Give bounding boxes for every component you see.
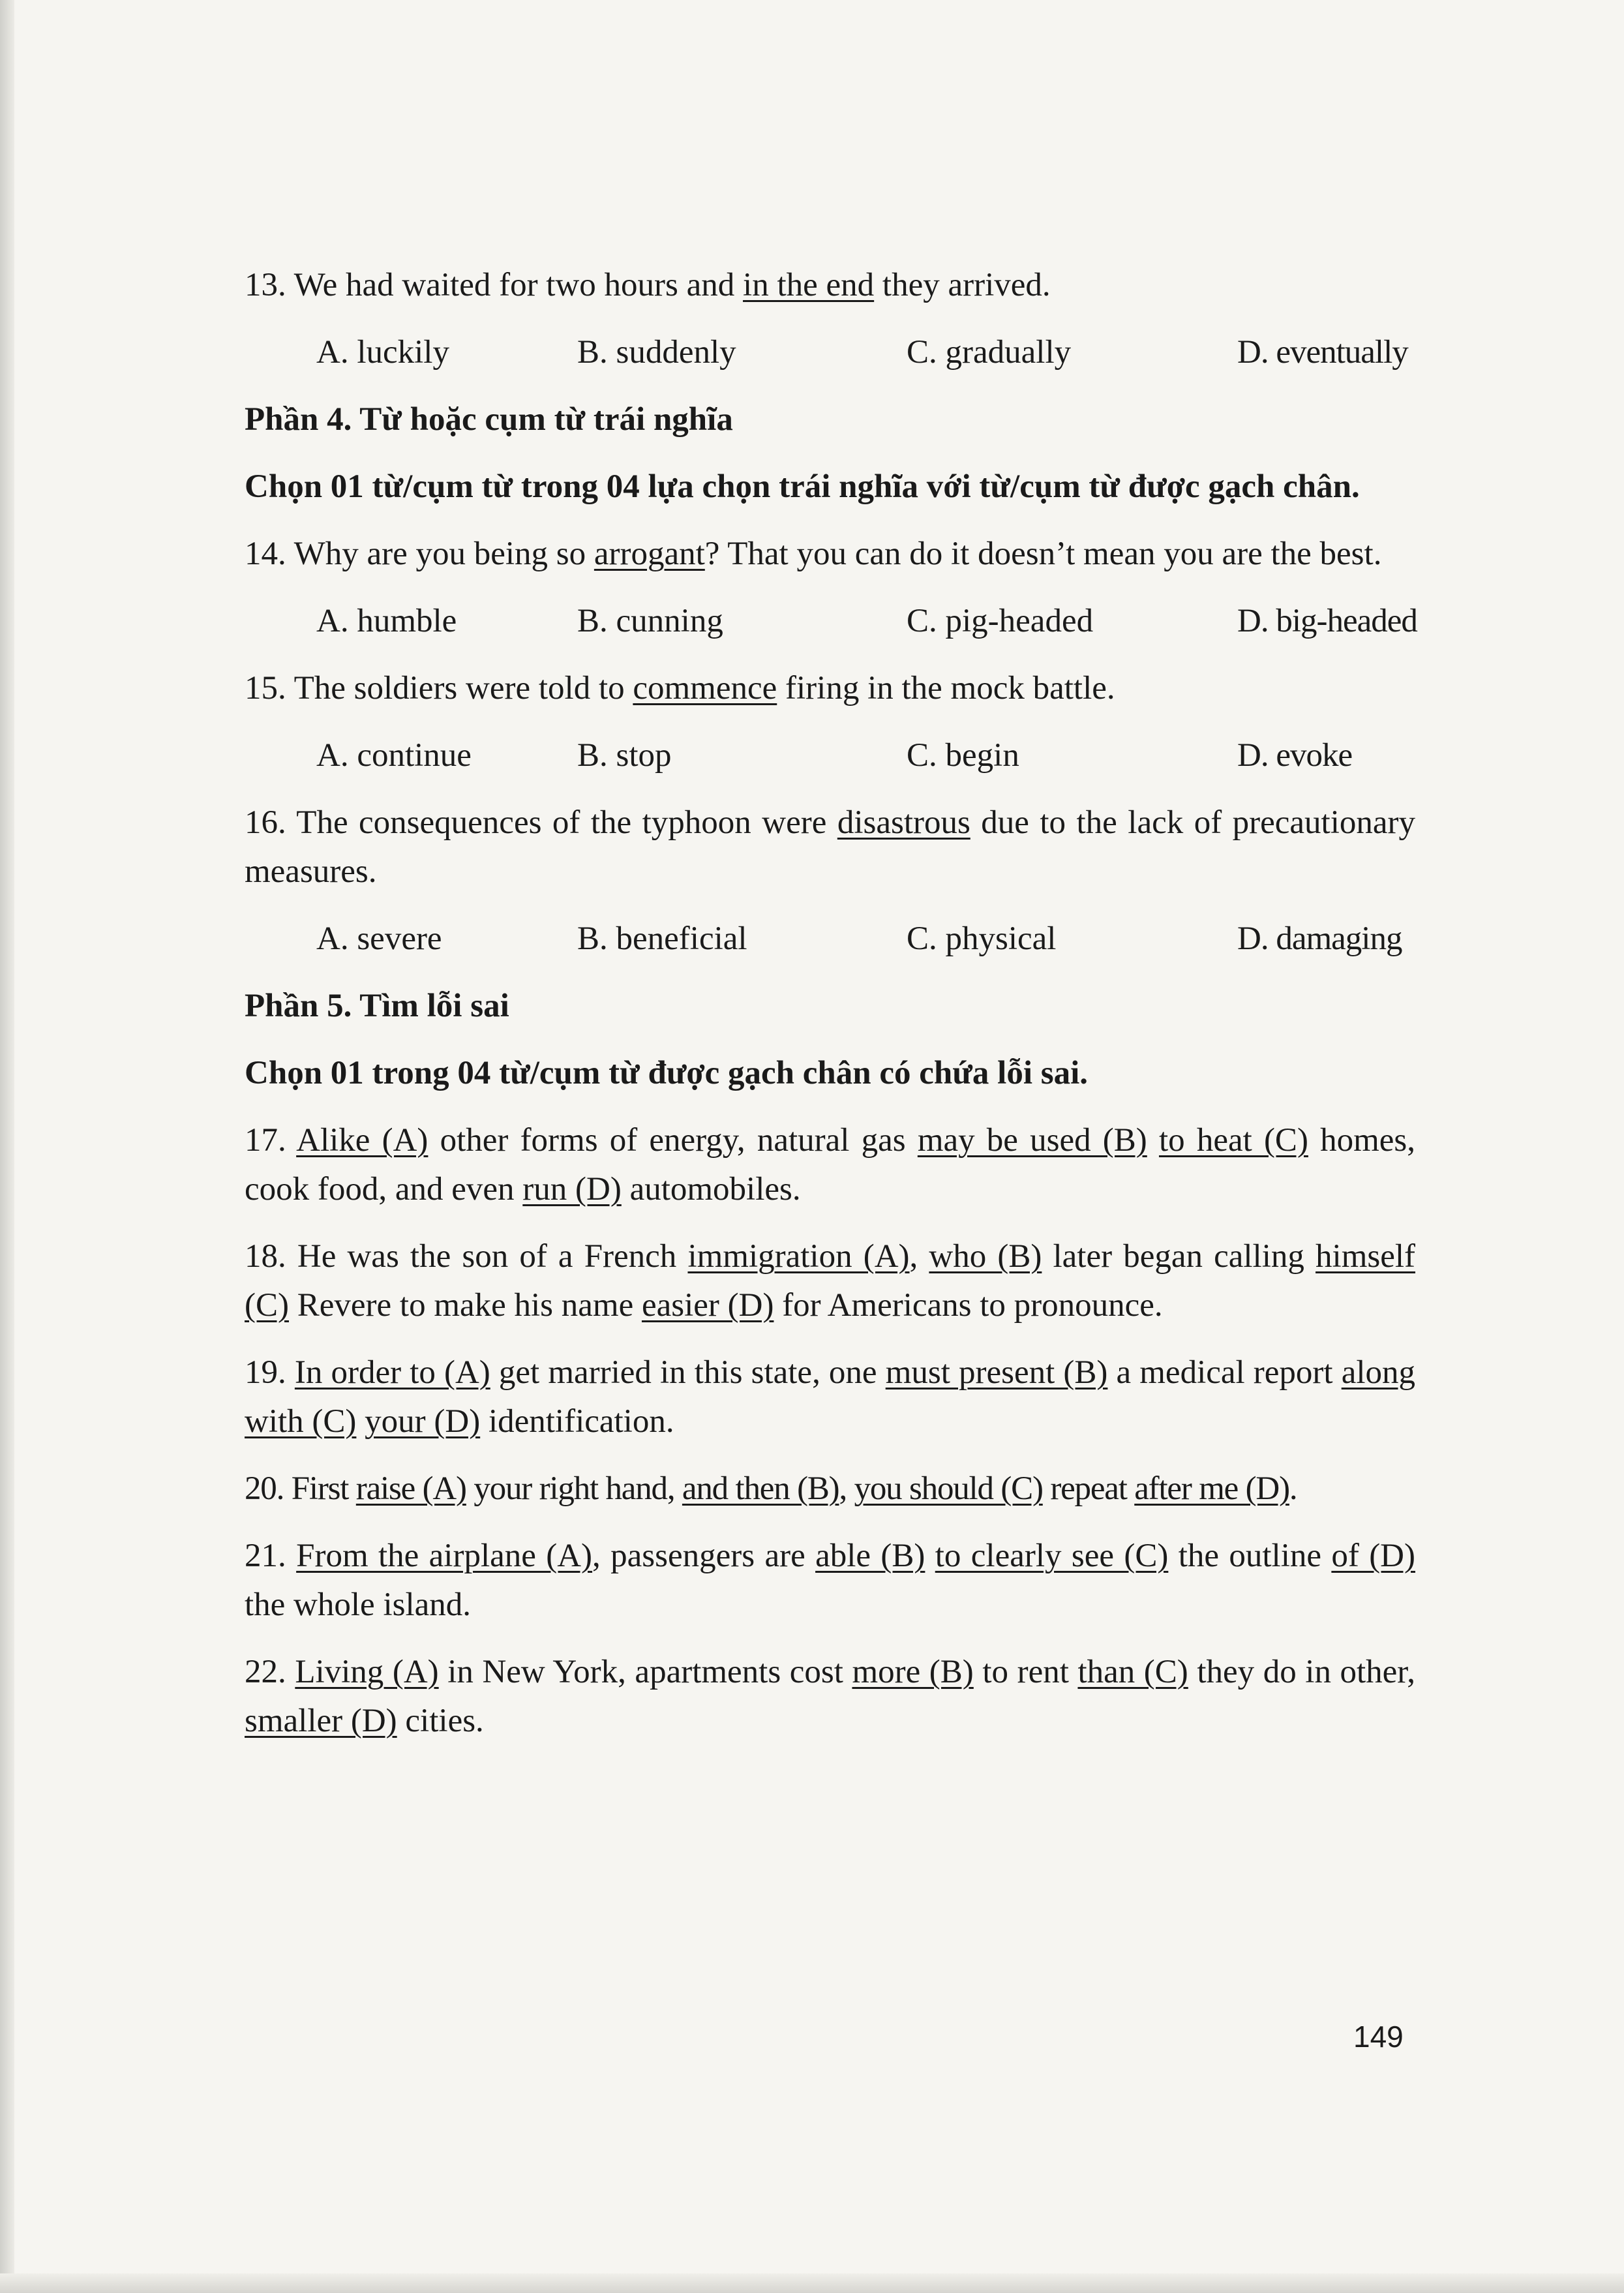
question-text: identification. bbox=[480, 1403, 674, 1440]
question-16-underlined: disastrous bbox=[837, 804, 970, 841]
underlined-part-b: who (B) bbox=[929, 1238, 1042, 1275]
underlined-part-a: raise (A) bbox=[355, 1470, 466, 1507]
question-19-number: 19. bbox=[245, 1354, 295, 1391]
option-a: A. continue bbox=[316, 737, 472, 774]
option-b: B. suddenly bbox=[577, 334, 736, 371]
underlined-part-a: immigration (A) bbox=[687, 1238, 910, 1275]
option-c: C. begin bbox=[907, 737, 1019, 774]
question-14-text-end: ? That you can do it doesn’t mean you are the best. bbox=[704, 536, 1382, 572]
question-text: get married in this state, one bbox=[490, 1354, 886, 1391]
question-13-options bbox=[245, 328, 1415, 377]
section-4-title: Phần 4. Từ hoặc cụm từ trái nghĩa bbox=[245, 401, 733, 438]
underlined-part-a: From the airplane (A) bbox=[296, 1538, 593, 1574]
question-22 bbox=[245, 1648, 1415, 1746]
section-4-instruction: Chọn 01 từ/cụm từ trong 04 lựa chọn trái nghĩa với từ/cụm từ được gạch chân. bbox=[245, 468, 1360, 505]
option-b: B. beneficial bbox=[577, 920, 747, 957]
question-17-number: 17. bbox=[245, 1122, 297, 1159]
question-text: cities. bbox=[397, 1703, 484, 1739]
question-20 bbox=[245, 1465, 1415, 1513]
underlined-part-d: easier (D) bbox=[641, 1287, 774, 1324]
underlined-part-c: to heat (C) bbox=[1158, 1122, 1308, 1159]
question-18-number: 18. He was the son of a French bbox=[245, 1238, 688, 1275]
question-text bbox=[925, 1538, 935, 1574]
section-5-title: Phần 5. Tìm lỗi sai bbox=[245, 988, 509, 1024]
question-text: the whole island. bbox=[245, 1587, 472, 1623]
underlined-part-b: able (B) bbox=[815, 1538, 925, 1574]
question-13-underlined: in the end bbox=[743, 267, 875, 303]
question-text: . bbox=[1289, 1470, 1297, 1507]
question-15-text-end: firing in the mock battle. bbox=[777, 670, 1115, 706]
question-19 bbox=[245, 1348, 1415, 1446]
question-text: they do in other, bbox=[1188, 1654, 1416, 1690]
option-d: D. big-headed bbox=[1237, 603, 1417, 639]
question-14 bbox=[245, 530, 1415, 579]
question-text: automobiles. bbox=[621, 1171, 801, 1207]
underlined-part-b: must present (B) bbox=[885, 1354, 1108, 1391]
underlined-part-d: after me (D) bbox=[1134, 1470, 1289, 1507]
scan-left-edge bbox=[0, 0, 14, 2293]
option-d: D. eventually bbox=[1237, 334, 1408, 371]
option-a: A. luckily bbox=[316, 334, 449, 371]
question-16-text: 16. The consequences of the typhoon were bbox=[245, 804, 837, 841]
underlined-part-c: along with (C) bbox=[245, 1354, 1415, 1440]
question-text: , passengers are bbox=[592, 1538, 816, 1574]
question-14-text: 14. Why are you being so bbox=[245, 536, 594, 572]
question-text: Revere to make his name bbox=[288, 1287, 642, 1324]
scan-bottom-edge bbox=[0, 2273, 1624, 2293]
underlined-part-c: you should (C) bbox=[854, 1470, 1043, 1507]
question-text: later began calling bbox=[1042, 1238, 1316, 1275]
question-15 bbox=[245, 664, 1415, 713]
question-14-options bbox=[245, 597, 1415, 646]
question-text bbox=[1147, 1122, 1159, 1159]
question-16-options bbox=[245, 915, 1415, 964]
question-text: the outline bbox=[1168, 1538, 1332, 1574]
underlined-part-b: more (B) bbox=[852, 1654, 974, 1690]
underlined-part-b: may be used (B) bbox=[917, 1122, 1147, 1159]
question-text: , bbox=[839, 1470, 854, 1507]
question-text: a medical report bbox=[1107, 1354, 1342, 1391]
underlined-part-a: In order to (A) bbox=[294, 1354, 490, 1391]
question-16 bbox=[245, 798, 1415, 896]
underlined-part-c: himself (C) bbox=[245, 1238, 1416, 1324]
option-c: C. gradually bbox=[907, 334, 1072, 371]
question-text: other forms of energy, natural gas bbox=[428, 1122, 918, 1159]
question-text: your right hand, bbox=[466, 1470, 682, 1507]
question-13 bbox=[245, 261, 1415, 310]
option-d: D. damaging bbox=[1237, 920, 1402, 957]
section-5-instruction: Chọn 01 trong 04 từ/cụm từ được gạch chân có chứa lỗi sai. bbox=[245, 1055, 1089, 1091]
underlined-part-a: Living (A) bbox=[295, 1654, 439, 1690]
question-15-text: 15. The soldiers were told to bbox=[245, 670, 633, 706]
question-21 bbox=[245, 1532, 1415, 1630]
underlined-part-d: your (D) bbox=[365, 1403, 481, 1440]
question-text: for Americans to pronounce. bbox=[774, 1287, 1163, 1324]
question-13-text-end: they arrived. bbox=[874, 267, 1051, 303]
underlined-part-b: and then (B) bbox=[682, 1470, 839, 1507]
question-20-number: 20. First bbox=[245, 1470, 356, 1507]
option-a: A. severe bbox=[316, 920, 442, 957]
option-b: B. stop bbox=[577, 737, 672, 774]
question-text bbox=[356, 1403, 365, 1440]
question-15-underlined: commence bbox=[633, 670, 777, 706]
question-15-options bbox=[245, 731, 1415, 780]
question-22-number: 22. bbox=[245, 1654, 295, 1690]
underlined-part-d: run (D) bbox=[522, 1171, 622, 1207]
question-13-text: 13. We had waited for two hours and bbox=[245, 267, 744, 303]
option-b: B. cunning bbox=[577, 603, 723, 639]
question-text: homes, cook food, and even bbox=[245, 1122, 1416, 1207]
question-text: repeat bbox=[1042, 1470, 1135, 1507]
page-content bbox=[245, 261, 1415, 1764]
underlined-part-d: of (D) bbox=[1331, 1538, 1415, 1574]
question-14-underlined: arrogant bbox=[594, 536, 705, 572]
underlined-part-c: to clearly see (C) bbox=[935, 1538, 1169, 1574]
question-text: to rent bbox=[973, 1654, 1078, 1690]
question-18 bbox=[245, 1232, 1415, 1330]
question-text: in New York, apartments cost bbox=[438, 1654, 852, 1690]
underlined-part-a: Alike (A) bbox=[296, 1122, 429, 1159]
underlined-part-d: smaller (D) bbox=[245, 1703, 397, 1739]
option-a: A. humble bbox=[316, 603, 457, 639]
question-17 bbox=[245, 1116, 1415, 1214]
option-d: D. evoke bbox=[1237, 737, 1353, 774]
underlined-part-c: than (C) bbox=[1077, 1654, 1188, 1690]
option-c: C. physical bbox=[907, 920, 1057, 957]
question-text: , bbox=[909, 1238, 929, 1275]
page-number: 149 bbox=[1353, 2020, 1404, 2054]
question-21-number: 21. bbox=[245, 1538, 297, 1574]
question-16-text-end: due to the lack of precautionary measures. bbox=[245, 804, 1415, 890]
option-c: C. pig-headed bbox=[907, 603, 1094, 639]
